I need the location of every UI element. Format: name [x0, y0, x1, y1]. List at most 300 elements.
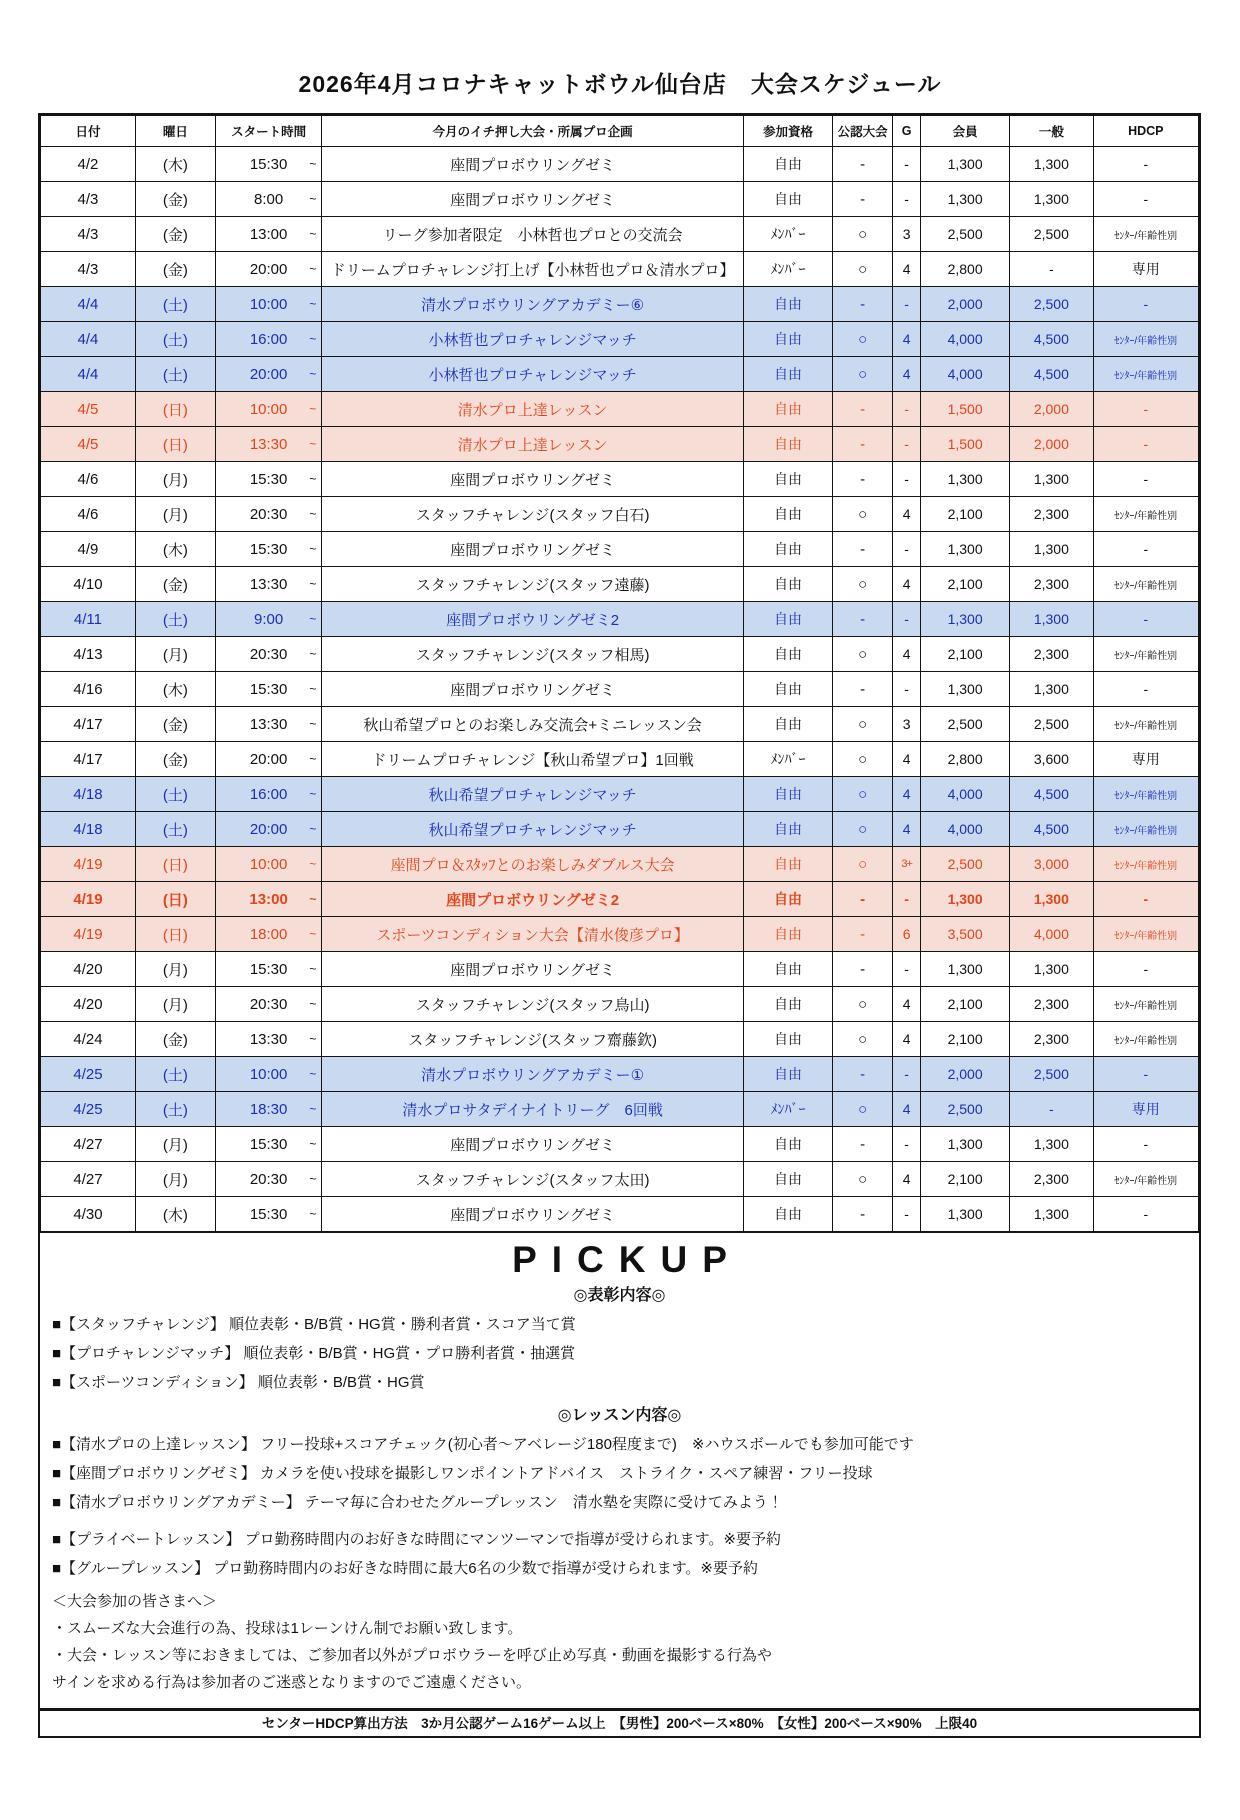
table-row — [41, 882, 1199, 917]
time-value: 8:00 — [254, 190, 284, 208]
cell-date: 4/18 — [41, 812, 136, 847]
cell-hdcp: ｾﾝﾀｰ/年齢性別 — [1093, 1022, 1198, 1057]
cell-hdcp: - — [1093, 952, 1198, 987]
cell-qualification: 自由 — [743, 1162, 832, 1197]
cell-general-fee: 2,300 — [1010, 1162, 1093, 1197]
cell-event: スタッフチャレンジ(スタッフ遠藤) — [322, 567, 744, 602]
hdcp-calculation-footer: センターHDCP算出方法 3か月公認ゲーム16ゲーム以上 【男性】200ベース×80% 【女性】200ベース×90% 上限40 — [40, 1708, 1199, 1736]
cell-qualification: 自由 — [743, 392, 832, 427]
cell-event: 清水プロ上達レッスン — [322, 427, 744, 462]
cell-qualification: 自由 — [743, 427, 832, 462]
cell-qualification: 自由 — [743, 567, 832, 602]
cell-date: 4/19 — [41, 917, 136, 952]
table-row — [41, 602, 1199, 637]
pickup-section — [40, 1232, 1199, 1708]
cell-event: 座間プロボウリングゼミ — [322, 1197, 744, 1232]
tilde-mark: ~ — [309, 682, 317, 696]
cell-time — [215, 847, 322, 882]
tilde-mark: ~ — [309, 752, 317, 766]
cell-date: 4/27 — [41, 1162, 136, 1197]
cell-certified: ○ — [833, 847, 893, 882]
cell-qualification: 自由 — [743, 882, 832, 917]
cell-day: (金) — [135, 252, 215, 287]
time-value: 13:30 — [249, 715, 288, 733]
cell-date: 4/27 — [41, 1127, 136, 1162]
tilde-mark: ~ — [309, 1032, 317, 1046]
cell-date: 4/4 — [41, 322, 136, 357]
lesson-item: ■【清水プロボウリングアカデミー】 テーマ毎に合わせたグループレッスン 清水塾を実際に受けてみよう！ — [52, 1493, 783, 1511]
time-value: 9:00 — [254, 610, 284, 628]
cell-member-fee: 4,000 — [921, 322, 1010, 357]
cell-general-fee: 2,300 — [1010, 1022, 1093, 1057]
cell-time — [215, 427, 322, 462]
cell-day: (木) — [135, 672, 215, 707]
cell-event: 秋山希望プロチャレンジマッチ — [322, 777, 744, 812]
cell-event: 座間プロ＆ｽﾀｯﾌとのお楽しみダブルス大会 — [322, 847, 744, 882]
cell-hdcp: ｾﾝﾀｰ/年齢性別 — [1093, 812, 1198, 847]
time-value: 15:30 — [249, 1135, 288, 1153]
notice-list — [52, 1617, 1187, 1692]
col-header-games: G — [893, 116, 921, 147]
header-row — [41, 116, 1199, 147]
table-row — [41, 707, 1199, 742]
cell-member-fee: 4,000 — [921, 812, 1010, 847]
cell-general-fee: 1,300 — [1010, 602, 1093, 637]
table-row — [41, 147, 1199, 182]
cell-member-fee: 2,100 — [921, 1162, 1010, 1197]
cell-date: 4/19 — [41, 847, 136, 882]
cell-day: (土) — [135, 322, 215, 357]
cell-games: - — [893, 462, 921, 497]
cell-games: - — [893, 882, 921, 917]
cell-day: (月) — [135, 1162, 215, 1197]
cell-time — [215, 952, 322, 987]
cell-certified: ○ — [833, 1022, 893, 1057]
tilde-mark: ~ — [309, 1067, 317, 1081]
cell-general-fee: 1,300 — [1010, 672, 1093, 707]
tilde-mark: ~ — [309, 1102, 317, 1116]
cell-games: - — [893, 392, 921, 427]
cell-certified: - — [833, 287, 893, 322]
cell-hdcp: ｾﾝﾀｰ/年齢性別 — [1093, 777, 1198, 812]
tilde-mark: ~ — [309, 717, 317, 731]
cell-day: (月) — [135, 497, 215, 532]
lesson-heading: ◎レッスン内容◎ — [557, 1406, 682, 1424]
cell-event: 座間プロボウリングゼミ2 — [322, 602, 744, 637]
cell-member-fee: 2,100 — [921, 1022, 1010, 1057]
cell-games: - — [893, 182, 921, 217]
time-value: 16:00 — [249, 330, 288, 348]
cell-certified: - — [833, 882, 893, 917]
cell-day: (土) — [135, 287, 215, 322]
cell-hdcp: - — [1093, 1057, 1198, 1092]
cell-hdcp: ｾﾝﾀｰ/年齢性別 — [1093, 917, 1198, 952]
cell-qualification: 自由 — [743, 532, 832, 567]
lesson-item: ■【座間プロボウリングゼミ】 カメラを使い投球を撮影しワンポイントアドバイス ストライク・スペア練習・フリー投球 — [52, 1464, 873, 1482]
cell-qualification: 自由 — [743, 1127, 832, 1162]
col-header-date: 日付 — [41, 116, 136, 147]
time-value: 10:00 — [249, 295, 288, 313]
cell-member-fee: 1,300 — [921, 1127, 1010, 1162]
col-header-general-fee: 一般 — [1010, 116, 1093, 147]
schedule-body — [41, 147, 1199, 1232]
cell-games: 4 — [893, 742, 921, 777]
cell-event: ドリームプロチャレンジ【秋山希望プロ】1回戦 — [322, 742, 744, 777]
page-title: 2026年4月コロナキャットボウル仙台店 大会スケジュール — [298, 71, 942, 97]
cell-event: スタッフチャレンジ(スタッフ鳥山) — [322, 987, 744, 1022]
cell-time — [215, 1162, 322, 1197]
cell-date: 4/18 — [41, 777, 136, 812]
cell-date: 4/30 — [41, 1197, 136, 1232]
lesson-item: ■【グループレッスン】 プロ勤務時間内のお好きな時間に最大6名の少数で指導が受けられます。※要予約 — [52, 1559, 758, 1577]
cell-date: 4/2 — [41, 147, 136, 182]
cell-general-fee: 2,300 — [1010, 987, 1093, 1022]
cell-time — [215, 602, 322, 637]
cell-certified: ○ — [833, 707, 893, 742]
cell-games: 4 — [893, 322, 921, 357]
time-value: 20:30 — [249, 505, 288, 523]
tilde-mark: ~ — [309, 927, 317, 941]
cell-time — [215, 252, 322, 287]
cell-day: (金) — [135, 742, 215, 777]
time-value: 13:30 — [249, 1030, 288, 1048]
tilde-mark: ~ — [309, 1137, 317, 1151]
cell-games: - — [893, 532, 921, 567]
pickup-title: PICKUP — [512, 1239, 742, 1280]
cell-time — [215, 532, 322, 567]
cell-time — [215, 322, 322, 357]
cell-qualification: 自由 — [743, 182, 832, 217]
table-row — [41, 812, 1199, 847]
cell-date: 4/5 — [41, 392, 136, 427]
cell-games: 4 — [893, 1092, 921, 1127]
table-row — [41, 217, 1199, 252]
table-row — [41, 917, 1199, 952]
table-row — [41, 1162, 1199, 1197]
cell-member-fee: 1,500 — [921, 392, 1010, 427]
cell-hdcp: ｾﾝﾀｰ/年齢性別 — [1093, 987, 1198, 1022]
tilde-mark: ~ — [309, 962, 317, 976]
cell-general-fee: 3,000 — [1010, 847, 1093, 882]
table-row — [41, 777, 1199, 812]
cell-hdcp: ｾﾝﾀｰ/年齢性別 — [1093, 1162, 1198, 1197]
cell-date: 4/11 — [41, 602, 136, 637]
tilde-mark: ~ — [309, 332, 317, 346]
cell-hdcp: - — [1093, 427, 1198, 462]
cell-qualification: 自由 — [743, 462, 832, 497]
cell-general-fee: 2,000 — [1010, 427, 1093, 462]
cell-member-fee: 1,300 — [921, 602, 1010, 637]
cell-hdcp: - — [1093, 287, 1198, 322]
cell-event: スタッフチャレンジ(スタッフ齋藤欽) — [322, 1022, 744, 1057]
cell-games: 4 — [893, 497, 921, 532]
cell-games: 4 — [893, 987, 921, 1022]
cell-qualification: 自由 — [743, 777, 832, 812]
cell-member-fee: 1,300 — [921, 182, 1010, 217]
cell-games: - — [893, 672, 921, 707]
cell-qualification: 自由 — [743, 847, 832, 882]
cell-games: 4 — [893, 567, 921, 602]
cell-hdcp: - — [1093, 882, 1198, 917]
cell-certified: ○ — [833, 1092, 893, 1127]
award-item: ■【スポーツコンディション】 順位表彰・B/B賞・HG賞 — [52, 1373, 425, 1391]
cell-games: - — [893, 952, 921, 987]
cell-hdcp: 専用 — [1093, 742, 1198, 777]
time-value: 15:30 — [249, 155, 288, 173]
time-value: 15:30 — [249, 680, 288, 698]
table-row — [41, 182, 1199, 217]
award-item: ■【スタッフチャレンジ】 順位表彰・B/B賞・HG賞・勝利者賞・スコア当て賞 — [52, 1315, 576, 1333]
cell-certified: - — [833, 917, 893, 952]
tilde-mark: ~ — [309, 227, 317, 241]
cell-member-fee: 2,500 — [921, 847, 1010, 882]
cell-general-fee: 1,300 — [1010, 462, 1093, 497]
col-header-hdcp: HDCP — [1093, 116, 1198, 147]
cell-day: (日) — [135, 847, 215, 882]
schedule-sheet — [38, 113, 1201, 1738]
cell-day: (日) — [135, 427, 215, 462]
table-row — [41, 742, 1199, 777]
cell-general-fee: 1,300 — [1010, 952, 1093, 987]
lesson-item: ■【清水プロの上達レッスン】 フリー投球+スコアチェック(初心者～アベレージ180程度まで) ※ハウスボールでも参加可能です — [52, 1435, 914, 1453]
time-value: 20:00 — [249, 820, 288, 838]
time-value: 10:00 — [249, 1065, 288, 1083]
cell-member-fee: 1,300 — [921, 672, 1010, 707]
cell-event: 座間プロボウリングゼミ — [322, 672, 744, 707]
cell-hdcp: - — [1093, 147, 1198, 182]
cell-hdcp: - — [1093, 462, 1198, 497]
cell-time — [215, 392, 322, 427]
cell-hdcp: - — [1093, 392, 1198, 427]
tilde-mark: ~ — [309, 157, 317, 171]
col-header-certified: 公認大会 — [833, 116, 893, 147]
table-row — [41, 1057, 1199, 1092]
table-row — [41, 462, 1199, 497]
cell-day: (月) — [135, 462, 215, 497]
cell-qualification: 自由 — [743, 602, 832, 637]
cell-qualification: 自由 — [743, 322, 832, 357]
award-item: ■【プロチャレンジマッチ】 順位表彰・B/B賞・HG賞・プロ勝利者賞・抽選賞 — [52, 1344, 576, 1362]
tilde-mark: ~ — [309, 192, 317, 206]
cell-time — [215, 987, 322, 1022]
cell-games: 4 — [893, 1162, 921, 1197]
cell-member-fee: 3,500 — [921, 917, 1010, 952]
cell-time — [215, 357, 322, 392]
time-value: 16:00 — [249, 785, 288, 803]
cell-games: 4 — [893, 252, 921, 287]
cell-time — [215, 287, 322, 322]
cell-time — [215, 1197, 322, 1232]
cell-general-fee: - — [1010, 252, 1093, 287]
time-value: 18:00 — [249, 925, 288, 943]
table-row — [41, 672, 1199, 707]
cell-event: 清水プロボウリングアカデミー⑥ — [322, 287, 744, 322]
cell-member-fee: 2,000 — [921, 1057, 1010, 1092]
cell-event: 清水プロ上達レッスン — [322, 392, 744, 427]
cell-date: 4/20 — [41, 987, 136, 1022]
col-header-start-time: スタート時間 — [215, 116, 322, 147]
cell-certified: - — [833, 602, 893, 637]
cell-day: (金) — [135, 182, 215, 217]
cell-date: 4/4 — [41, 287, 136, 322]
cell-qualification: 自由 — [743, 1057, 832, 1092]
cell-certified: - — [833, 532, 893, 567]
table-row — [41, 322, 1199, 357]
cell-member-fee: 1,300 — [921, 882, 1010, 917]
time-value: 15:30 — [249, 540, 288, 558]
cell-games: - — [893, 602, 921, 637]
cell-general-fee: 2,300 — [1010, 497, 1093, 532]
cell-date: 4/6 — [41, 462, 136, 497]
cell-event: 小林哲也プロチャレンジマッチ — [322, 357, 744, 392]
time-value: 10:00 — [249, 855, 288, 873]
cell-day: (土) — [135, 357, 215, 392]
cell-general-fee: 2,300 — [1010, 567, 1093, 602]
tilde-mark: ~ — [309, 402, 317, 416]
cell-qualification: 自由 — [743, 917, 832, 952]
cell-hdcp: 専用 — [1093, 1092, 1198, 1127]
cell-certified: - — [833, 672, 893, 707]
time-value: 15:30 — [249, 1205, 288, 1223]
cell-member-fee: 1,300 — [921, 952, 1010, 987]
cell-qualification: 自由 — [743, 1022, 832, 1057]
cell-games: 4 — [893, 777, 921, 812]
cell-day: (土) — [135, 602, 215, 637]
cell-time — [215, 917, 322, 952]
award-heading: ◎表彰内容◎ — [573, 1286, 666, 1304]
tilde-mark: ~ — [309, 472, 317, 486]
cell-time — [215, 637, 322, 672]
cell-games: 4 — [893, 1022, 921, 1057]
cell-qualification: ﾒﾝﾊﾞｰ — [743, 742, 832, 777]
time-value: 18:30 — [249, 1100, 288, 1118]
cell-date: 4/4 — [41, 357, 136, 392]
cell-member-fee: 1,300 — [921, 1197, 1010, 1232]
cell-general-fee: 1,300 — [1010, 882, 1093, 917]
cell-member-fee: 1,300 — [921, 147, 1010, 182]
cell-time — [215, 707, 322, 742]
cell-date: 4/25 — [41, 1092, 136, 1127]
cell-day: (土) — [135, 777, 215, 812]
cell-certified: - — [833, 1197, 893, 1232]
cell-day: (月) — [135, 1127, 215, 1162]
cell-certified: - — [833, 147, 893, 182]
cell-qualification: ﾒﾝﾊﾞｰ — [743, 1092, 832, 1127]
cell-qualification: 自由 — [743, 147, 832, 182]
cell-time — [215, 672, 322, 707]
cell-date: 4/16 — [41, 672, 136, 707]
time-value: 20:30 — [249, 995, 288, 1013]
table-row — [41, 357, 1199, 392]
cell-general-fee: 2,300 — [1010, 637, 1093, 672]
cell-time — [215, 1092, 322, 1127]
cell-event: リーグ参加者限定 小林哲也プロとの交流会 — [322, 217, 744, 252]
table-row — [41, 287, 1199, 322]
cell-event: 秋山希望プロチャレンジマッチ — [322, 812, 744, 847]
cell-event: 座間プロボウリングゼミ — [322, 532, 744, 567]
cell-certified: - — [833, 427, 893, 462]
cell-time — [215, 1022, 322, 1057]
cell-hdcp: - — [1093, 1127, 1198, 1162]
cell-hdcp: - — [1093, 602, 1198, 637]
cell-day: (月) — [135, 952, 215, 987]
cell-games: 6 — [893, 917, 921, 952]
cell-qualification: 自由 — [743, 987, 832, 1022]
cell-day: (日) — [135, 392, 215, 427]
lesson-item: ■【プライベートレッスン】 プロ勤務時間内のお好きな時間にマンツーマンで指導が受けられます。※要予約 — [52, 1530, 782, 1548]
cell-games: - — [893, 427, 921, 462]
cell-qualification: 自由 — [743, 357, 832, 392]
cell-general-fee: 1,300 — [1010, 1197, 1093, 1232]
cell-general-fee: 1,300 — [1010, 182, 1093, 217]
cell-games: - — [893, 1057, 921, 1092]
cell-certified: - — [833, 952, 893, 987]
tilde-mark: ~ — [309, 262, 317, 276]
cell-hdcp: - — [1093, 182, 1198, 217]
cell-event: 座間プロボウリングゼミ2 — [322, 882, 744, 917]
cell-games: 4 — [893, 637, 921, 672]
cell-games: - — [893, 147, 921, 182]
cell-member-fee: 2,800 — [921, 252, 1010, 287]
cell-hdcp: ｾﾝﾀｰ/年齢性別 — [1093, 707, 1198, 742]
cell-event: 座間プロボウリングゼミ — [322, 182, 744, 217]
cell-hdcp: - — [1093, 1197, 1198, 1232]
tilde-mark: ~ — [309, 892, 317, 906]
tilde-mark: ~ — [309, 542, 317, 556]
cell-general-fee: 1,300 — [1010, 147, 1093, 182]
cell-certified: ○ — [833, 637, 893, 672]
cell-date: 4/10 — [41, 567, 136, 602]
cell-certified: - — [833, 1057, 893, 1092]
tilde-mark: ~ — [309, 612, 317, 626]
col-header-qualification: 参加資格 — [743, 116, 832, 147]
cell-day: (金) — [135, 217, 215, 252]
cell-qualification: 自由 — [743, 707, 832, 742]
cell-games: - — [893, 1127, 921, 1162]
cell-date: 4/19 — [41, 882, 136, 917]
tilde-mark: ~ — [309, 997, 317, 1011]
cell-certified: ○ — [833, 1162, 893, 1197]
time-value: 13:00 — [249, 225, 288, 243]
cell-time — [215, 1057, 322, 1092]
cell-games: 3+ — [893, 847, 921, 882]
cell-member-fee: 2,100 — [921, 567, 1010, 602]
cell-general-fee: 1,300 — [1010, 1127, 1093, 1162]
cell-day: (日) — [135, 882, 215, 917]
cell-event: スタッフチャレンジ(スタッフ相馬) — [322, 637, 744, 672]
notice-line: ・スムーズな大会進行の為、投球は1レーンけん制でお願い致します。 — [52, 1619, 523, 1637]
cell-time — [215, 777, 322, 812]
table-row — [41, 1127, 1199, 1162]
cell-time — [215, 462, 322, 497]
cell-day: (金) — [135, 567, 215, 602]
cell-qualification: 自由 — [743, 497, 832, 532]
table-row — [41, 637, 1199, 672]
cell-member-fee: 1,300 — [921, 462, 1010, 497]
cell-hdcp: ｾﾝﾀｰ/年齢性別 — [1093, 322, 1198, 357]
cell-games: 3 — [893, 217, 921, 252]
cell-time — [215, 882, 322, 917]
time-value: 13:30 — [249, 575, 288, 593]
cell-event: 座間プロボウリングゼミ — [322, 952, 744, 987]
tilde-mark: ~ — [309, 647, 317, 661]
schedule-table — [40, 115, 1199, 1232]
cell-event: 小林哲也プロチャレンジマッチ — [322, 322, 744, 357]
cell-event: 座間プロボウリングゼミ — [322, 462, 744, 497]
time-value: 13:30 — [249, 435, 288, 453]
col-header-day: 曜日 — [135, 116, 215, 147]
cell-event: スタッフチャレンジ(スタッフ太田) — [322, 1162, 744, 1197]
